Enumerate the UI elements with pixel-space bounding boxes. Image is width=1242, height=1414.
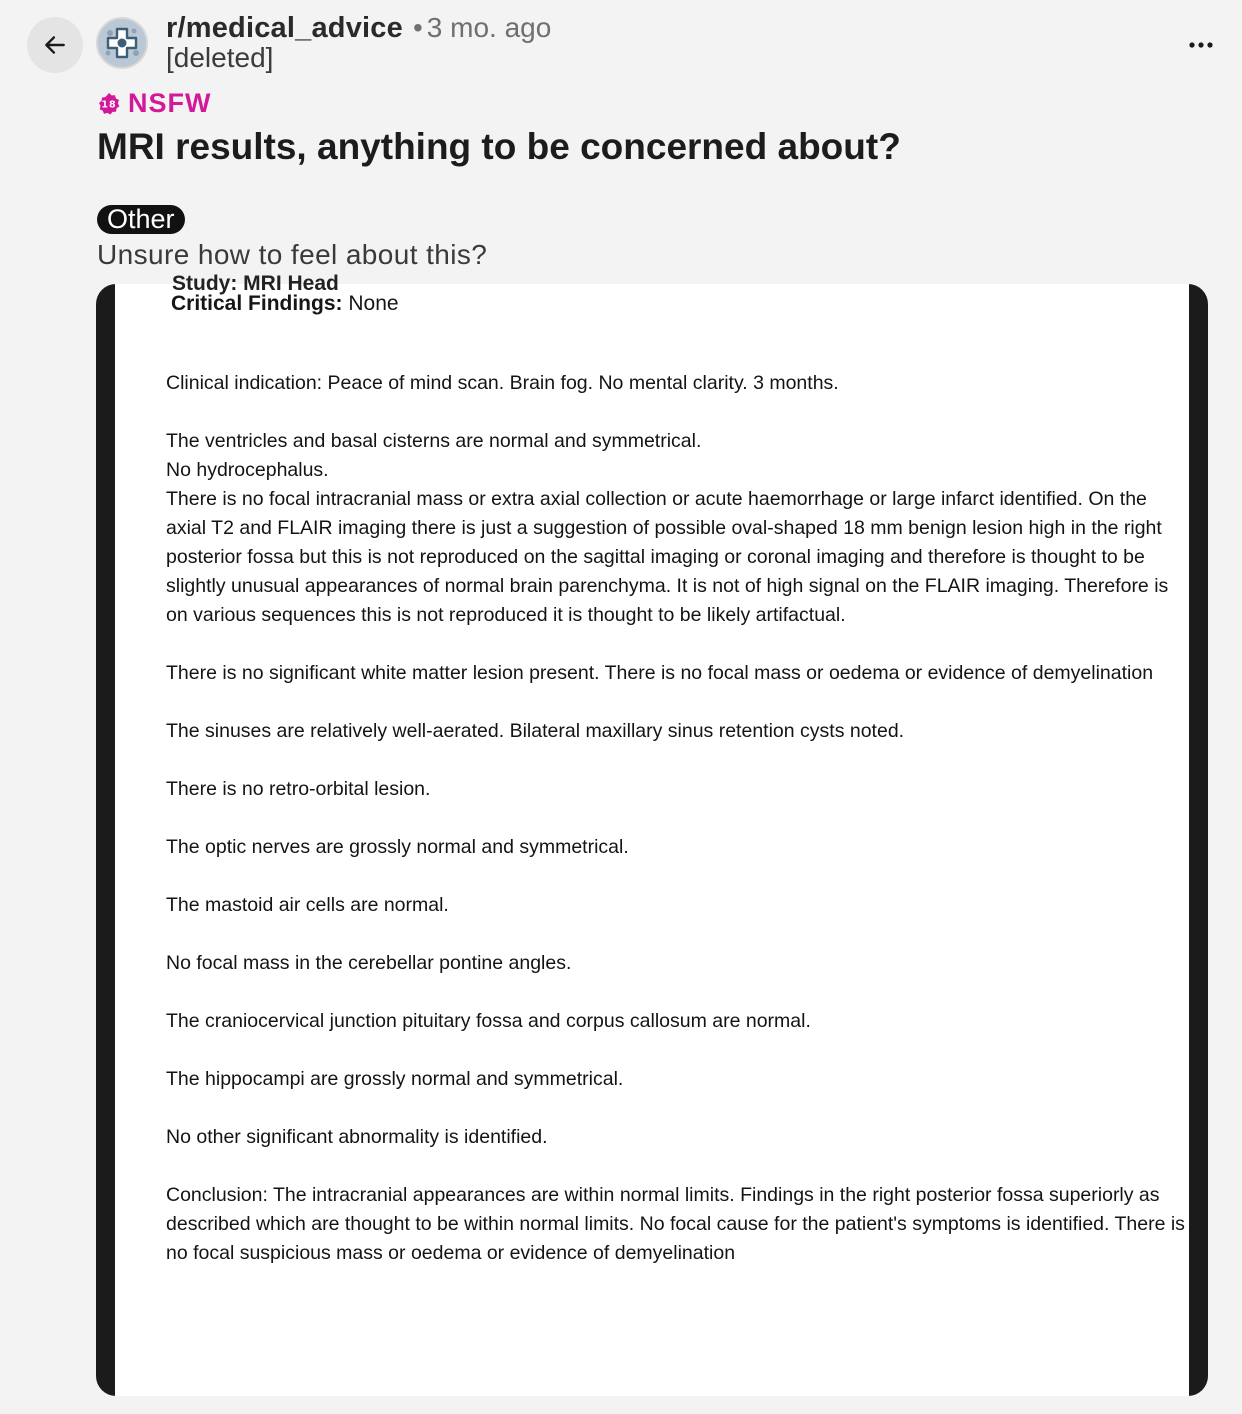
more-options-button[interactable]: [1184, 30, 1218, 60]
report-paragraph: Clinical indication: Peace of mind scan. Brain fog. No mental clarity. 3 months.: [166, 372, 839, 394]
report-paragraph: The optic nerves are grossly normal and symmetrical.: [166, 836, 629, 858]
post-body: Unsure how to feel about this?: [97, 239, 488, 270]
report-paragraph: Conclusion: The intracranial appearances are within normal limits. Findings in the right posterior fossa superiorly as described which are thought to be within normal limits. No focal cause for the patient's symptoms is identified. There is no focal suspicious mass or oedema or evidence of demyelination: [166, 1184, 1185, 1264]
critical-findings-label: Critical Findings:: [171, 292, 343, 315]
nsfw-18-icon: [97, 92, 121, 116]
post-author[interactable]: [deleted]: [166, 42, 274, 73]
report-paragraph: The craniocervical junction pituitary fossa and corpus callosum are normal.: [166, 1010, 811, 1032]
subreddit-avatar[interactable]: [96, 17, 148, 69]
critical-findings-value: None: [348, 292, 399, 315]
nsfw-label: NSFW: [128, 88, 212, 118]
svg-text:18: 18: [101, 99, 117, 111]
subreddit-name[interactable]: r/medical_advice: [166, 12, 403, 44]
more-horizontal-icon: [1189, 41, 1213, 49]
post-image[interactable]: [96, 272, 1208, 1396]
back-button[interactable]: [27, 17, 83, 73]
post-meta: [166, 14, 551, 72]
report-paragraph: There is no focal intracranial mass or extra axial collection or acute haemorrhage or large infarct identified. On the axial T2 and FLAIR imaging there is just a suggestion of possible oval-shaped 18 mm benign lesion high in the right posterior fossa but this is not reproduced on the sagittal imaging or coronal imaging and therefore is thought to be slightly unusual appearances of normal brain parenchyma. It is not of high signal on the FLAIR imaging. Therefore is on various sequences this is not reproduced it is thought to be likely artifactual.: [166, 488, 1169, 626]
report-paragraph: No other significant abnormality is identified.: [166, 1126, 548, 1148]
report-critical-findings: [171, 292, 399, 316]
report-paragraph: No focal mass in the cerebellar pontine angles.: [166, 952, 572, 974]
nsfw-tag: [97, 88, 211, 119]
post-flair[interactable]: Other: [97, 205, 185, 234]
medical-cross-icon: [98, 19, 146, 67]
post-timestamp: 3 mo. ago: [426, 12, 552, 43]
report-paragraph: No hydrocephalus.: [166, 459, 329, 481]
arrow-left-icon: [42, 32, 68, 58]
report-paragraph: The sinuses are relatively well-aerated. Bilateral maxillary sinus retention cysts noted.: [166, 720, 905, 742]
report-paragraph: There is no significant white matter lesion present. There is no focal mass or oedema or evidence of demyelination: [166, 662, 1154, 684]
report-body: [166, 369, 1186, 1297]
report-paragraph: The ventricles and basal cisterns are normal and symmetrical.: [166, 430, 702, 452]
report-paragraph: The mastoid air cells are normal.: [166, 894, 449, 916]
meta-separator: •: [412, 12, 423, 43]
report-paragraph: There is no retro-orbital lesion.: [166, 778, 431, 800]
report-study-line: Study: MRI Head: [172, 272, 339, 295]
mri-report-document: [115, 272, 1189, 1396]
report-paragraph: The hippocampi are grossly normal and symmetrical.: [166, 1068, 624, 1090]
post-title: MRI results, anything to be concerned about?: [97, 126, 901, 167]
